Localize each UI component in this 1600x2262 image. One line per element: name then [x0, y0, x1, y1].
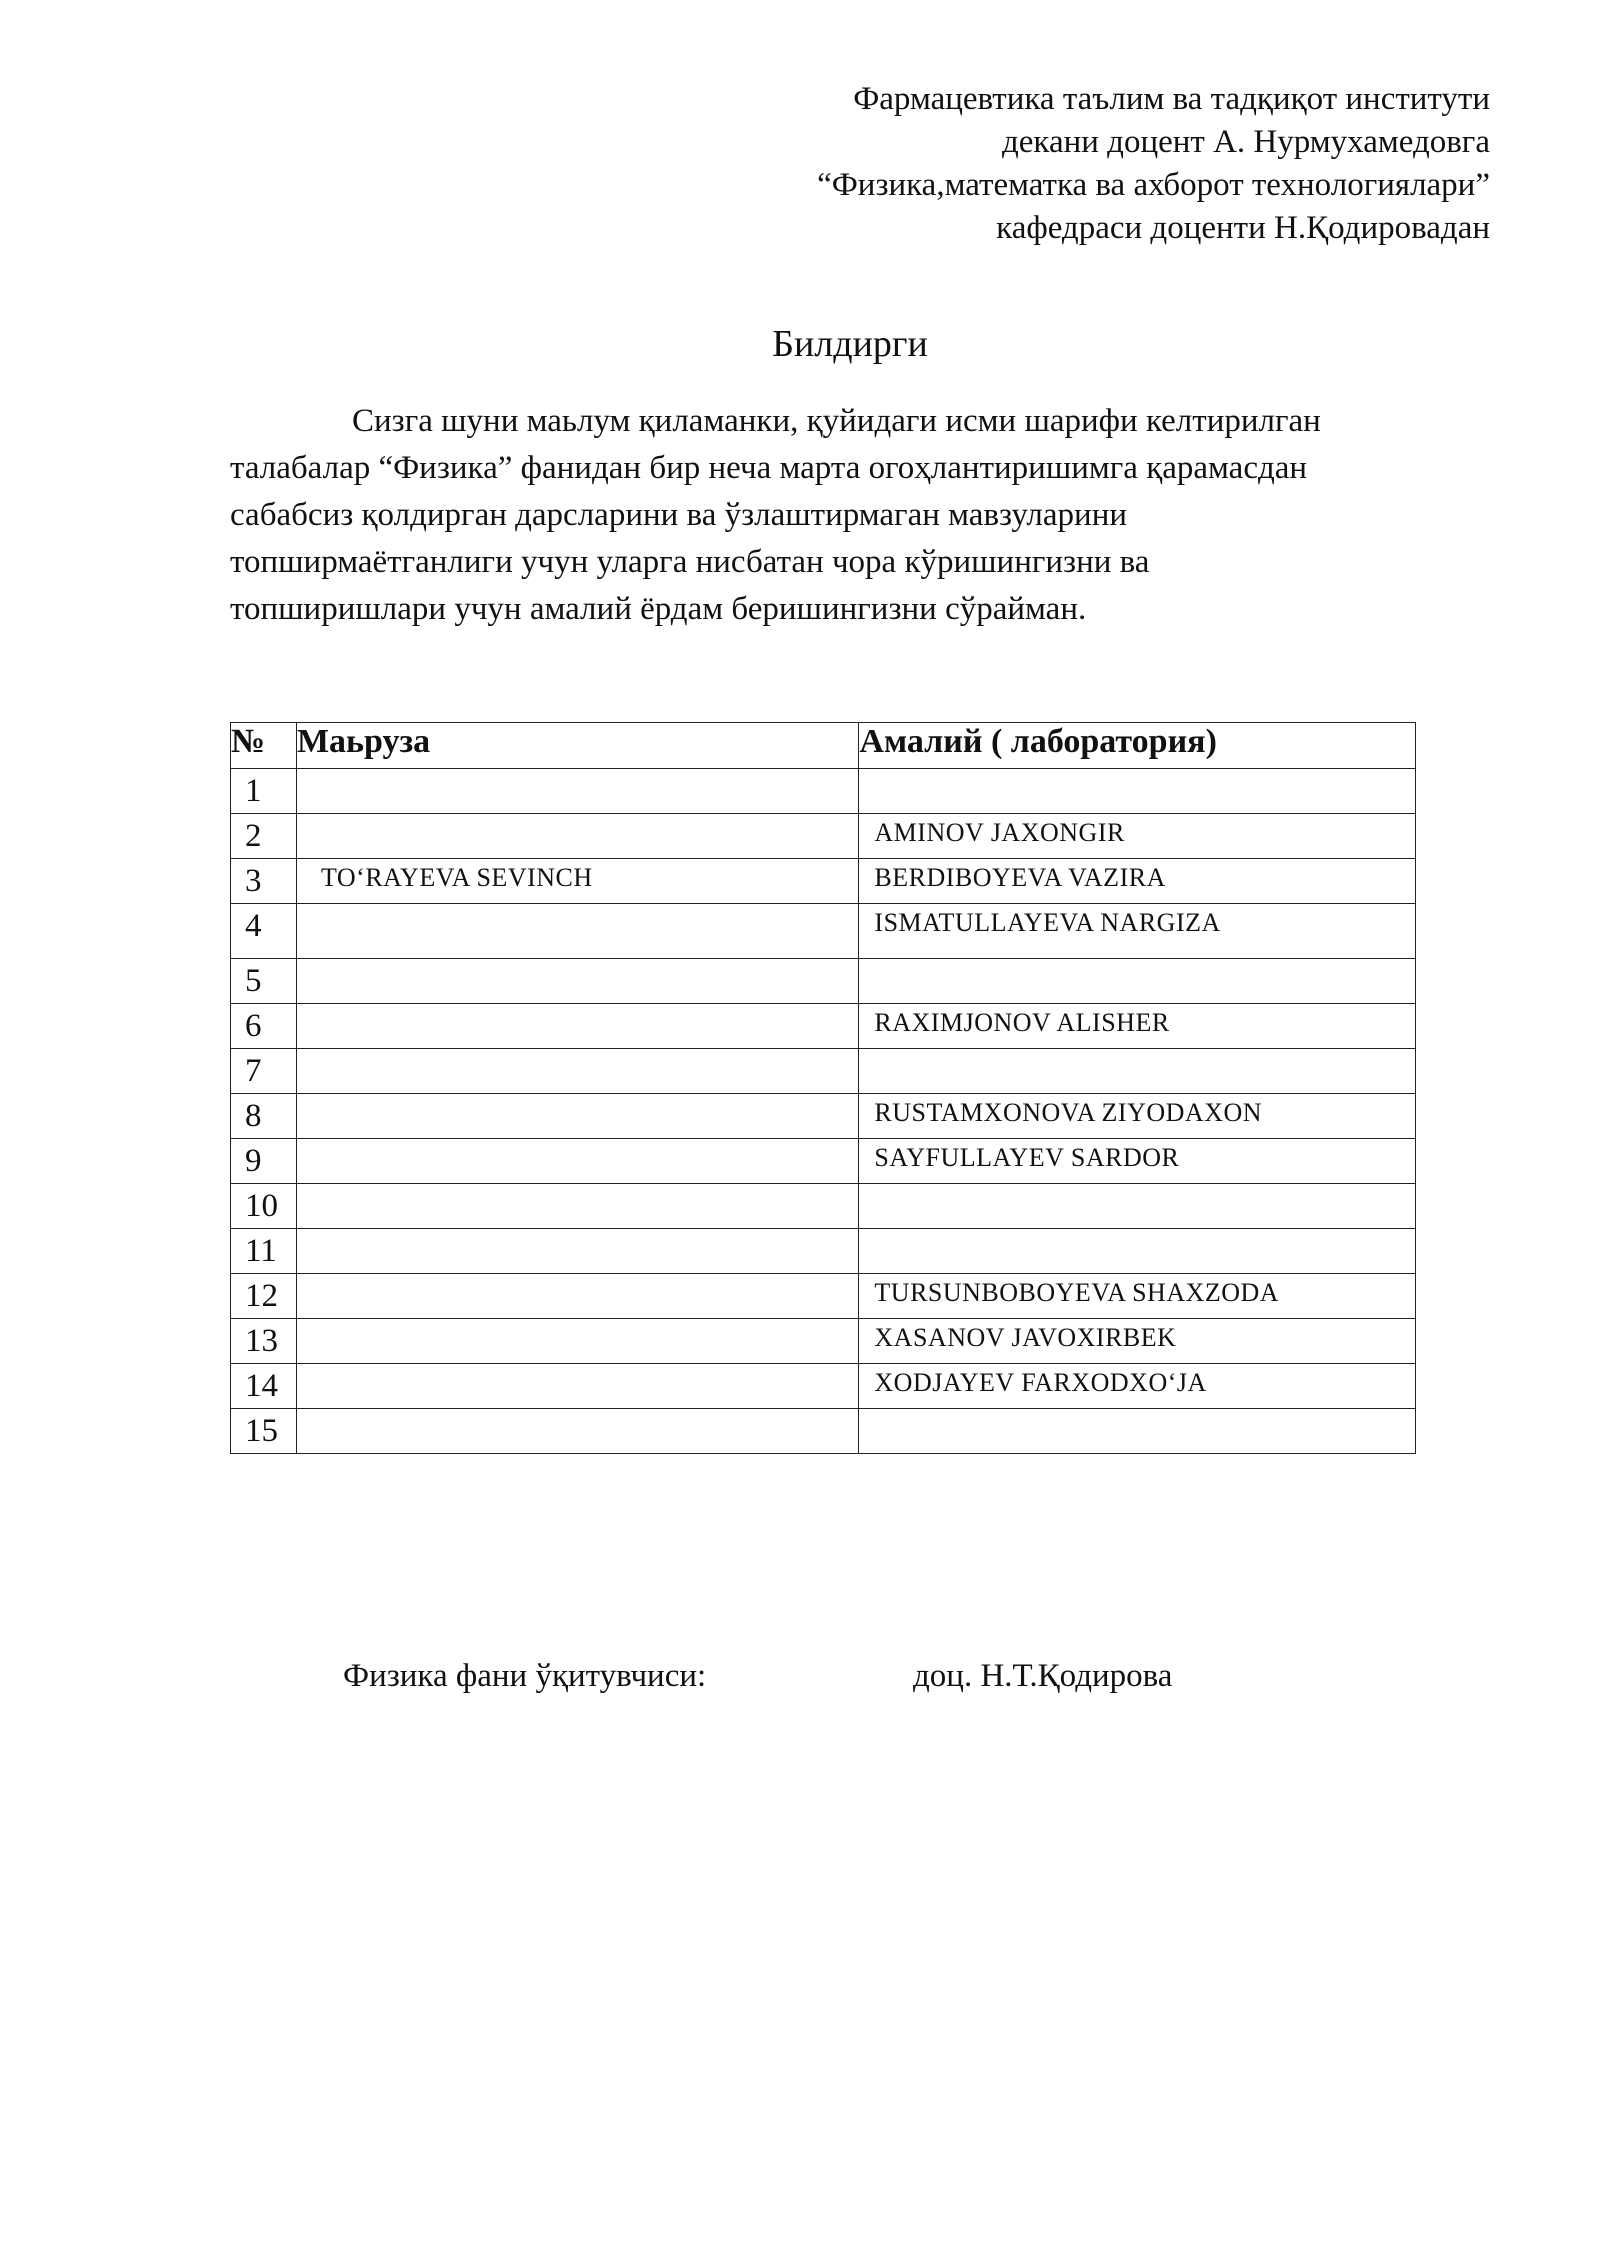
lecture-student-cell [296, 814, 858, 859]
table-row [231, 1139, 1416, 1184]
row-number: 13 [231, 1319, 297, 1364]
body-line: топширмаётганлиги учун уларга нисбатан чора кўришингизни ва [230, 544, 1150, 580]
student-table [230, 722, 1416, 1454]
row-number: 12 [231, 1274, 297, 1319]
lab-student-cell: BERDIBOYEVA VAZIRA [859, 859, 1416, 904]
lab-student-cell: XODJAYEV FARXODXO‘JA [859, 1364, 1416, 1409]
row-number: 6 [231, 1004, 297, 1049]
row-number: 8 [231, 1094, 297, 1139]
lab-student-cell [859, 959, 1416, 1004]
table-row [231, 1274, 1416, 1319]
lecture-student-cell [296, 1409, 858, 1454]
lab-student-cell: SAYFULLAYEV SARDOR [859, 1139, 1416, 1184]
addressee-line: кафедраси доценти Н.Қодировадан [996, 210, 1490, 246]
body-line: Сизга шуни маьлум қиламанки, қуйидаги исми шарифи келтирилган [352, 403, 1321, 439]
row-number: 5 [231, 959, 297, 1004]
signature-name: доц. Н.Т.Қодирова [913, 1658, 1173, 1694]
row-number: 1 [231, 769, 297, 814]
document-title: Билдирги [772, 323, 928, 365]
lecture-student-cell [296, 1049, 858, 1094]
lecture-student-cell [296, 1184, 858, 1229]
row-number: 10 [231, 1184, 297, 1229]
lab-student-cell [859, 1049, 1416, 1094]
table-row [231, 959, 1416, 1004]
lecture-student-cell [296, 959, 858, 1004]
table-row [231, 904, 1416, 959]
table-row [231, 1049, 1416, 1094]
table-row [231, 1229, 1416, 1274]
lecture-student-cell [296, 1364, 858, 1409]
row-number: 9 [231, 1139, 297, 1184]
row-number: 14 [231, 1364, 297, 1409]
table-row [231, 859, 1416, 904]
lab-student-cell [859, 769, 1416, 814]
addressee-line: декани доцент А. Нурмухамедовга [1001, 124, 1490, 160]
lecture-student-cell [296, 1274, 858, 1319]
lab-student-cell: XASANOV JAVOXIRBEK [859, 1319, 1416, 1364]
lab-student-cell: TURSUNBOBOYEVA SHAXZODA [859, 1274, 1416, 1319]
addressee-line: “Физика,математка ва ахборот технологиялари” [817, 167, 1490, 203]
lab-student-cell: RUSTAMXONOVA ZIYODAXON [859, 1094, 1416, 1139]
table-row [231, 1004, 1416, 1049]
row-number: 11 [231, 1229, 297, 1274]
table-row [231, 1184, 1416, 1229]
body-line: талабалар “Физика” фанидан бир неча марта огоҳлантиришимга қарамасдан [230, 450, 1308, 486]
header-lecture: Маьруза [296, 723, 858, 769]
table-header-row [231, 723, 1416, 769]
row-number: 3 [231, 859, 297, 904]
lecture-student-cell [296, 1319, 858, 1364]
table-row [231, 1319, 1416, 1364]
table-row [231, 1094, 1416, 1139]
lab-student-cell [859, 1184, 1416, 1229]
lecture-student-cell [296, 1004, 858, 1049]
body-line: сабабсиз қолдирган дарсларини ва ўзлаштирмаган мавзуларини [230, 497, 1128, 533]
addressee-block [590, 78, 1490, 250]
lecture-student-cell [296, 1229, 858, 1274]
table-row [231, 769, 1416, 814]
body-line: топширишлари учун амалий ёрдам беришингизни сўрайман. [230, 591, 1087, 627]
lab-student-cell: RAXIMJONOV ALISHER [859, 1004, 1416, 1049]
row-number: 2 [231, 814, 297, 859]
lab-student-cell [859, 1229, 1416, 1274]
table-body [231, 769, 1416, 1454]
table-row [231, 1409, 1416, 1454]
body-paragraph [230, 398, 1470, 633]
lecture-student-cell: TO‘RAYEVA SEVINCH [296, 859, 858, 904]
table-row [231, 1364, 1416, 1409]
lab-student-cell [859, 1409, 1416, 1454]
header-number: № [231, 723, 297, 769]
signature-role: Физика фани ўқитувчиси: [343, 1658, 707, 1694]
row-number: 15 [231, 1409, 297, 1454]
header-lab: Амалий ( лаборатория) [859, 723, 1416, 769]
lab-student-cell: ISMATULLAYEVA NARGIZA [859, 904, 1416, 959]
addressee-line: Фармацевтика таълим ва тадқиқот институти [853, 81, 1490, 117]
lab-student-cell: AMINOV JAXONGIR [859, 814, 1416, 859]
row-number: 7 [231, 1049, 297, 1094]
table-row [231, 814, 1416, 859]
lecture-student-cell [296, 1139, 858, 1184]
lecture-student-cell [296, 904, 858, 959]
lecture-student-cell [296, 769, 858, 814]
row-number: 4 [231, 904, 297, 959]
lecture-student-cell [296, 1094, 858, 1139]
